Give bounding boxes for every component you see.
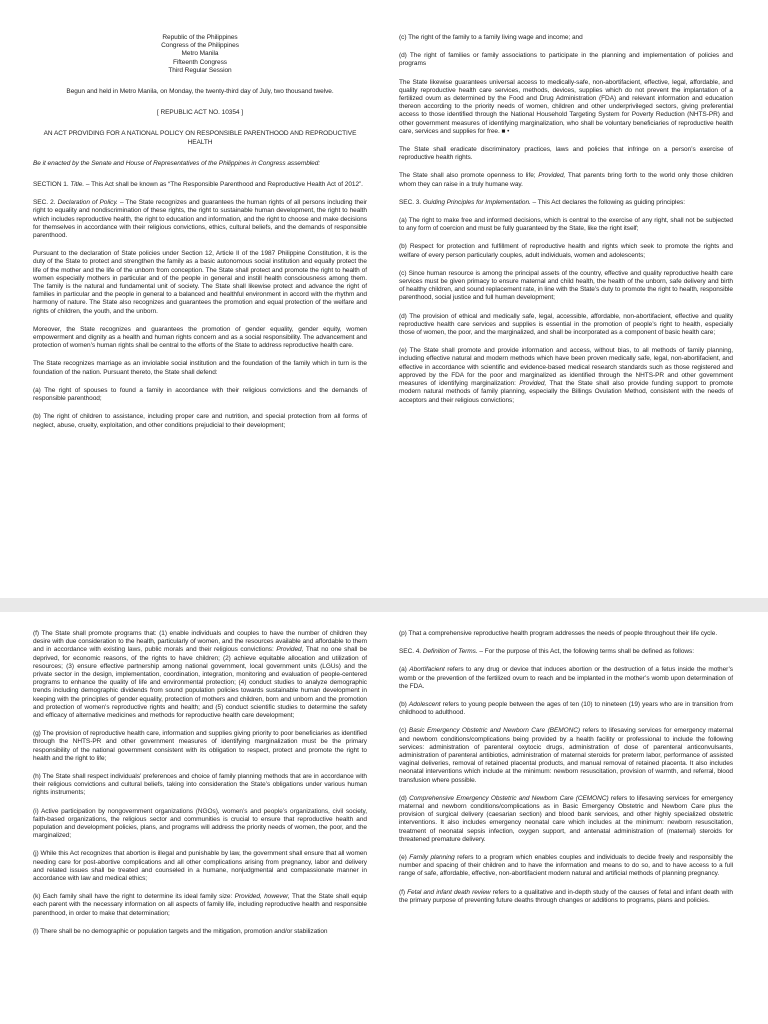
definition-adolescent bbox=[399, 701, 733, 717]
principle-h: (h) The State shall respect individuals’ preferences and choice of family planning methods that are in accordance with their religious convictions and cultural beliefs, taking into consideration the State’s obligations under various human rights instruments; bbox=[33, 773, 367, 797]
principle-e-text-a: (e) The State shall promote and provide information and access, without bias, to all methods of family planning, including effective natural and modern methods which have been proven medically safe, legal, non-abortifacient, and effective in accordance with scientific and evidence-based medical research standards such as those registered and approved by the FDA for the poor and marginalized as identified through the NHTS-PR and other government measures of identifying marginalization: bbox=[399, 347, 733, 388]
page-2-right-column bbox=[399, 630, 733, 915]
header-location: Metro Manila bbox=[181, 50, 219, 58]
openness-text-a: The State shall also promote openness to life; bbox=[399, 172, 539, 180]
definition-a-label: (a) bbox=[399, 666, 410, 674]
page-2-left-column bbox=[33, 630, 367, 946]
principle-e bbox=[399, 347, 733, 404]
definition-f-label: (f) bbox=[399, 888, 408, 896]
definition-e-text: refers to a program which enables couples and individuals to decide freely and responsibly the number and spacing of their children and to have the information and means to do so, and to have access to a full range of safe, affordable, effective, non-abortifacient modern natural and artificial methods of planning pregnancy. bbox=[399, 854, 733, 878]
principle-f-text-b: That no one shall be deprived, for economic reasons, of the rights to have children; (2) achieve equitable allocation and utilization of resources; (3) ensure effective partnership among national government, local government units (LGUs) and the private sector in the design, implementation, coordination, integration, monitoring and evaluation of people-centered programs to enhance the quality of life and environmental protection; (4) conduct studies to analyze demographic trends including demographic dividends from sound population policies towards sustainable human development in keeping with the principles of gender equality, protection of mothers and children, born and unborn and the promotion and protection of women’s reproductive rights and health; and (5) conduct scientific studies to determine the safety and efficacy of alternative medicines and methods for reproductive health care development; bbox=[33, 646, 368, 720]
section-3-title: Guiding Principles for Implementation. bbox=[422, 198, 531, 206]
definition-a-term: Abortifacient bbox=[409, 666, 445, 674]
section-2-label: SEC. 2. bbox=[33, 199, 56, 207]
definition-f-term: Fetal and infant death review bbox=[407, 888, 491, 896]
principle-e-provided: Provided, bbox=[519, 380, 547, 388]
principle-p: (p) That a comprehensive reproductive health program addresses the needs of people throughout their life cycle. bbox=[399, 630, 718, 637]
section-1-title: Title. bbox=[70, 181, 85, 189]
definition-cemonc bbox=[399, 795, 733, 844]
definition-c-label: (c) bbox=[399, 727, 409, 735]
section-1-text: – This Act shall be known as “The Responsible Parenthood and Reproductive Health Act of 2012”. bbox=[84, 181, 363, 189]
republic-act-number: [ REPUBLIC ACT NO. 10354 ] bbox=[156, 109, 243, 117]
definition-a-text: refers to any drug or device that induces abortion or the destruction of a fetus inside the mother’s womb or the prevention of the fertilized ovum to reach and be implanted in the mother’s womb upon determination of the FDA. bbox=[399, 666, 733, 690]
document-page-2 bbox=[0, 612, 768, 1024]
principle-k bbox=[33, 893, 367, 918]
principle-d: (d) The provision of ethical and medically safe, legal, accessible, affordable, non-abortifacient, effective and quality reproductive health care services and supplies is essential in the promotion of people’s right to health, especially those of women, the poor, and the marginalized, and shall be incorporated as a component of basic health care; bbox=[399, 312, 733, 337]
section-3 bbox=[399, 199, 733, 207]
section-4 bbox=[399, 648, 733, 656]
definition-bemonc bbox=[399, 727, 733, 784]
page-1-left-column bbox=[33, 34, 367, 440]
principle-f bbox=[33, 630, 367, 720]
definition-d-label: (d) bbox=[399, 794, 410, 802]
definition-b-text: refers to young people between the ages of ten (10) to nineteen (19) years who are in transition from childhood to adulthood. bbox=[399, 701, 733, 717]
definition-c-term: Basic Emergency Obstetric and Newborn Care (BEMONC) bbox=[408, 727, 581, 735]
principle-l: (l) There shall be no demographic or population targets and the mitigation, promotion and/or stabilization bbox=[33, 927, 328, 935]
header-congress: Congress of the Philippines bbox=[161, 42, 239, 50]
principle-c: (c) Since human resource is among the principal assets of the country, effective and quality reproductive health care services must be given primacy to ensure maternal and child health, the health of the unborn, safe delivery and birth of healthy children, and sound replacement rate, in line with the State’s duty to promote the right to health, responsible parenthood, social justice and full human development; bbox=[399, 269, 733, 302]
header-republic: Republic of the Philippines bbox=[162, 34, 238, 41]
principle-g: (g) The provision of reproductive health care, information and supplies giving priority to poor beneficiaries as identified through the NHTS-PR and other government measures of identifying marginalization must be the primary responsibility of the national government consistent with its obligation to respect, protect and promote the right to health and the right to life; bbox=[33, 730, 367, 762]
act-title: AN ACT PROVIDING FOR A NATIONAL POLICY ON RESPONSIBLE PARENTHOOD AND REPRODUCTIVE HEALTH bbox=[43, 130, 357, 146]
principle-a: (a) The right to make free and informed decisions, which is central to the exercise of any right, shall not be subjected to any form of coercion and must be fully guaranteed by the State, like the right itself; bbox=[399, 217, 733, 233]
section-2-text: – The State recognizes and guarantees the human rights of all persons including their right to equality and nondiscrimination of these rights, the right to sustainable human development, the right to health which includes reproductive health, the right to education and information, and the right to choose and make decisions for themselves in accordance with their religious convictions, ethics, cultural beliefs, and the demands of responsible parenthood. bbox=[33, 199, 367, 240]
openness-provided: Provided, bbox=[538, 172, 566, 180]
paragraph-eradicate: The State shall eradicate discriminatory practices, laws and policies that infringe on a person’s exercise of reproductive health rights. bbox=[399, 146, 733, 162]
definition-d-text: refers to lifesaving services for emergency maternal and newborn conditions/complications as in Basic Emergency Obstetric and Newborn Care plus the provision of surgical delivery (caesarian section) and blood bank services, and other highly specialized obstetric interventions. It also includes emergency neonatal care which includes at the minimum: newborn resuscitation, treatment of neonatal sepsis infection, oxygen support, and antenatal administration of (maternal) steroids for threatened premature delivery. bbox=[399, 794, 733, 843]
paragraph-moreover: Moreover, the State recognizes and guarantees the promotion of gender equality, gender equity, women empowerment and dignity as a health and human rights concern and as a social responsibility. The advancement and protection of women’s human rights shall be central to the efforts of the State to address reproductive health care. bbox=[33, 325, 367, 350]
principle-k-text-a: (k) Each family shall have the right to determine its ideal family size: bbox=[33, 893, 235, 901]
item-d: (d) The right of families or family associations to participate in the planning and implementation of policies and programs bbox=[399, 52, 733, 68]
header-session: Third Regular Session bbox=[168, 66, 232, 74]
definition-family-planning bbox=[399, 854, 733, 879]
principle-k-text-b: That the State shall equip each parent with the necessary information on all aspects of family life, including reproductive health and responsible parenthood, in order to make that determination; bbox=[33, 893, 367, 917]
definition-abortifacient bbox=[399, 666, 733, 691]
definition-f-text: refers to a qualitative and in-depth study of the causes of fetal and infant death with the primary purpose of preventing future deaths through changes or additions to programs, plans and policies. bbox=[399, 888, 733, 904]
item-b: (b) The right of children to assistance, including proper care and nutrition, and special protection from all forms of neglect, abuse, cruelty, exploitation, and other conditions prejudicial to their development; bbox=[33, 413, 367, 429]
definition-c-text: refers to lifesaving services for emergency maternal and newborn conditions/complications being provided by a health facility or professional to include the following services: administration of parenteral oxytocic drugs, administration of dose of parenteral anticonvulsants, administration of parenteral antibiotics, administration of maternal steroids for preterm labor, performance of assisted vaginal deliveries, removal of retained placental products, and manual removal of retained placenta. It also includes neonatal interventions which include at the minimum: newborn resuscitation, provision of warmth, and referral, blood transfusion where possible. bbox=[399, 727, 734, 784]
section-3-label: SEC. 3. bbox=[399, 198, 422, 206]
begun-statement: Begun and held in Metro Manila, on Monday, the twenty-third day of July, two thousand twelve. bbox=[66, 88, 334, 96]
enacting-clause-text: Be it enacted by the Senate and House of Representatives of the Philippines in Congress assembled: bbox=[33, 159, 321, 167]
paragraph-universal-access: The State likewise guarantees universal access to medically-safe, non-abortifacient, effective, legal, affordable, and quality reproductive health care services, methods, devices, supplies which do not prevent the implantation of a fertilized ovum as determined by the Food and Drug Administration (FDA) and relevant information and education thereon according to the priority needs of women, children and other underprivileged sectors, giving preferential access to those identified through the National Household Targeting System for Poverty Reduction (NHTS-PR) and other government measures of identifying marginalization, who shall be voluntary beneficiaries of reproductive health care, services and supplies for free. ■ • bbox=[399, 78, 733, 135]
enacting-clause bbox=[33, 160, 367, 168]
document-header bbox=[33, 34, 367, 75]
section-4-text: – For the purpose of this Act, the following terms shall be defined as follows: bbox=[477, 648, 694, 656]
header-congress-number: Fifteenth Congress bbox=[172, 58, 228, 66]
section-2 bbox=[33, 199, 367, 240]
principle-b: (b) Respect for protection and fulfillment of reproductive health and rights which seek to promote the rights and welfare of every person particularly couples, adult individuals, women and adolescents; bbox=[399, 243, 733, 259]
section-1-label: SECTION 1. bbox=[33, 181, 69, 189]
section-2-title: Declaration of Policy. bbox=[57, 199, 118, 207]
principle-k-provided: Provided, however, bbox=[234, 893, 290, 901]
definition-b-term: Adolescent bbox=[408, 701, 441, 709]
section-4-title: Definition of Terms. bbox=[422, 648, 478, 656]
paragraph-pursuant: Pursuant to the declaration of State policies under Section 12, Article II of the 1987 Philippine Constitution, it is the duty of the State to protect and strengthen the family as a basic autonomous social institution and equally protect the life of the mother and the life of the unborn from conception. The State shall protect and promote the right to health of women especially mothers in particular and of the people in general and instill health consciousness among them. The family is the natural and fundamental unit of society. The State shall likewise protect and advance the right of families in particular and the people in general to a balanced and healthful environment in accord with the rhythm and harmony of nature. The State also recognizes and guarantees the promotion and equal protection of the welfare and rights of children, the youth, and the unborn. bbox=[33, 250, 367, 315]
paragraph-marriage: The State recognizes marriage as an inviolable social institution and the foundation of the family which in turn is the foundation of the nation. Pursuant thereto, the State shall defend: bbox=[33, 360, 367, 376]
page-1-right-column bbox=[399, 34, 733, 415]
definition-b-label: (b) bbox=[399, 701, 409, 709]
principle-i: (i) Active participation by nongovernment organizations (NGOs), women’s and people’s organizations, civil society, faith-based organizations, the religious sector and communities is crucial to ensure that reproductive health and population and development policies, plans, and programs will address the priority needs of women, the poor, and the marginalized; bbox=[33, 807, 367, 840]
paragraph-openness bbox=[399, 172, 733, 188]
section-4-label: SEC. 4. bbox=[399, 648, 422, 656]
definition-e-label: (e) bbox=[399, 854, 410, 862]
section-1 bbox=[33, 181, 367, 189]
definition-d-term: Comprehensive Emergency Obstetric and Newborn Care (CEMONC) bbox=[409, 794, 609, 802]
openness-text-b: That parents bring forth to the world only those children whom they can raise in a truly humane way. bbox=[399, 172, 733, 188]
principle-e-text-b: That the State shall also provide funding support to promote modern natural methods of family planning, especially the Billings Ovulation Method, consistent with the needs of acceptors and their religious convictions; bbox=[399, 380, 733, 404]
definition-fetal-infant-death-review bbox=[399, 889, 733, 905]
principle-f-text-a: (f) The State shall promote programs that: (1) enable individuals and couples to have the number of children they desire with due consideration to the health, particularly of women, and the resources available and affordable to them and in accordance with existing laws, public morals and their religious convictions: bbox=[33, 630, 367, 654]
definition-e-term: Family planning bbox=[409, 854, 455, 862]
principle-f-provided: Provided, bbox=[276, 646, 304, 654]
section-3-text: – This Act declares the following as guiding principles: bbox=[530, 198, 685, 206]
item-c: (c) The right of the family to a family living wage and income; and bbox=[399, 34, 583, 41]
principle-j: (j) While this Act recognizes that abortion is illegal and punishable by law, the government shall ensure that all women needing care for post-abortive complications and all other complications arising from pregnancy, labor and delivery and related issues shall be treated and counseled in a humane, nonjudgmental and compassionate manner in accordance with law and medical ethics; bbox=[33, 850, 367, 883]
item-a: (a) The right of spouses to found a family in accordance with their religious convictions and the demands of responsible parenthood; bbox=[33, 386, 367, 403]
